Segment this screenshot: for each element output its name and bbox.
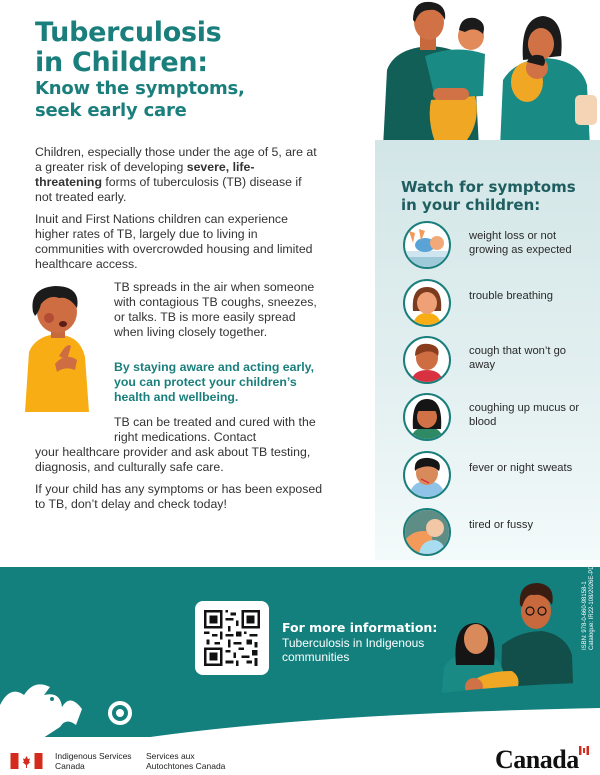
symptoms-title — [401, 178, 576, 214]
canada-flag-icon — [10, 753, 43, 769]
child-coughing-icon — [403, 336, 451, 384]
isbn-catalogue — [582, 562, 596, 650]
qr-code[interactable] — [204, 610, 260, 666]
wordmark-flag-icon — [579, 746, 589, 755]
more-info-title: For more information: — [282, 620, 438, 635]
risk-paragraph: Inuit and First Nations children can experience higher rates of TB, largely due to living in communities with overcrowded housing and limited healthcare access. — [35, 212, 313, 271]
intro-bold: severe, life-threatening — [35, 160, 255, 189]
baby-on-scale-icon — [403, 221, 451, 269]
symptom-label: fever or night sweats — [469, 462, 573, 474]
footer — [0, 745, 600, 775]
child-fever-icon — [403, 451, 451, 499]
qr-code-card[interactable] — [195, 601, 269, 675]
symptom-label: weight loss or not growing as expected — [469, 230, 572, 256]
intro-text-a: Children, especially those under the age of 5, are at a greater risk of developing — [35, 145, 317, 174]
subtitle-line-1: Know the symptoms, — [35, 78, 245, 99]
dept-en-line-2: Canada — [55, 761, 85, 771]
catalogue-text: Catalogue: IR22-108/2026E-PDF — [589, 561, 595, 650]
call-to-action-paragraph: If your child has any symptoms or has been exposed to TB, don’t delay and check today! — [35, 482, 323, 511]
child-mucus-icon — [403, 393, 451, 441]
title-line-1: Tuberculosis — [35, 17, 222, 48]
more-info-link[interactable]: Tuberculosis in Indigenous communities — [282, 636, 425, 664]
symptom-item — [403, 336, 598, 386]
dept-en-line-1: Indigenous Services — [55, 751, 132, 761]
intro-text-b: forms of tuberculosis (TB) disease if not treated early. — [35, 175, 302, 204]
symptom-label: cough that won’t go away — [469, 345, 567, 371]
symptom-label: trouble breathing — [469, 290, 553, 302]
coughing-boy-illustration — [15, 282, 105, 412]
symptom-item — [403, 508, 598, 558]
spread-paragraph: TB spreads in the air when someone with contagious TB coughs, sneezes, or talks. TB is more easily spread when living closely together. — [114, 280, 317, 339]
department-name-english — [55, 751, 132, 771]
canada-wordmark: Canada — [495, 745, 579, 774]
symptom-item — [403, 221, 598, 271]
treatment-paragraph-b: your healthcare provider and ask about TB testing, diagnosis, and culturally safe care. — [35, 445, 311, 474]
symptom-item — [403, 393, 598, 443]
symptom-item — [403, 279, 598, 329]
isbn-text: ISBN: 978-0-660-98158-1 — [582, 581, 588, 650]
intro-paragraph — [35, 145, 320, 205]
symptoms-title-line-2: in your children: — [401, 196, 541, 214]
dept-fr-line-1: Services aux — [146, 751, 195, 761]
department-name-french — [146, 751, 225, 771]
title-line-2: in Children: — [35, 47, 208, 78]
family-illustration-top — [375, 0, 600, 148]
baby-fussy-icon — [403, 508, 451, 556]
symptom-label: tired or fussy — [469, 519, 534, 531]
highlight-paragraph: By staying aware and acting early, you can protect your children’s health and wellbeing. — [114, 360, 315, 404]
treatment-paragraph-a: TB can be treated and cured with the right medications. Contact — [114, 415, 316, 444]
symptoms-panel — [375, 148, 600, 560]
subtitle-line-2: seek early care — [35, 100, 187, 121]
child-breathing-icon — [403, 279, 451, 327]
page-title — [35, 18, 245, 122]
symptom-item — [403, 451, 598, 501]
dept-fr-line-2: Autochtones Canada — [146, 761, 226, 771]
symptom-label: coughing up mucus or blood — [469, 402, 580, 428]
white-wave-divider — [0, 690, 600, 740]
symptoms-title-line-1: Watch for symptoms — [401, 178, 576, 196]
